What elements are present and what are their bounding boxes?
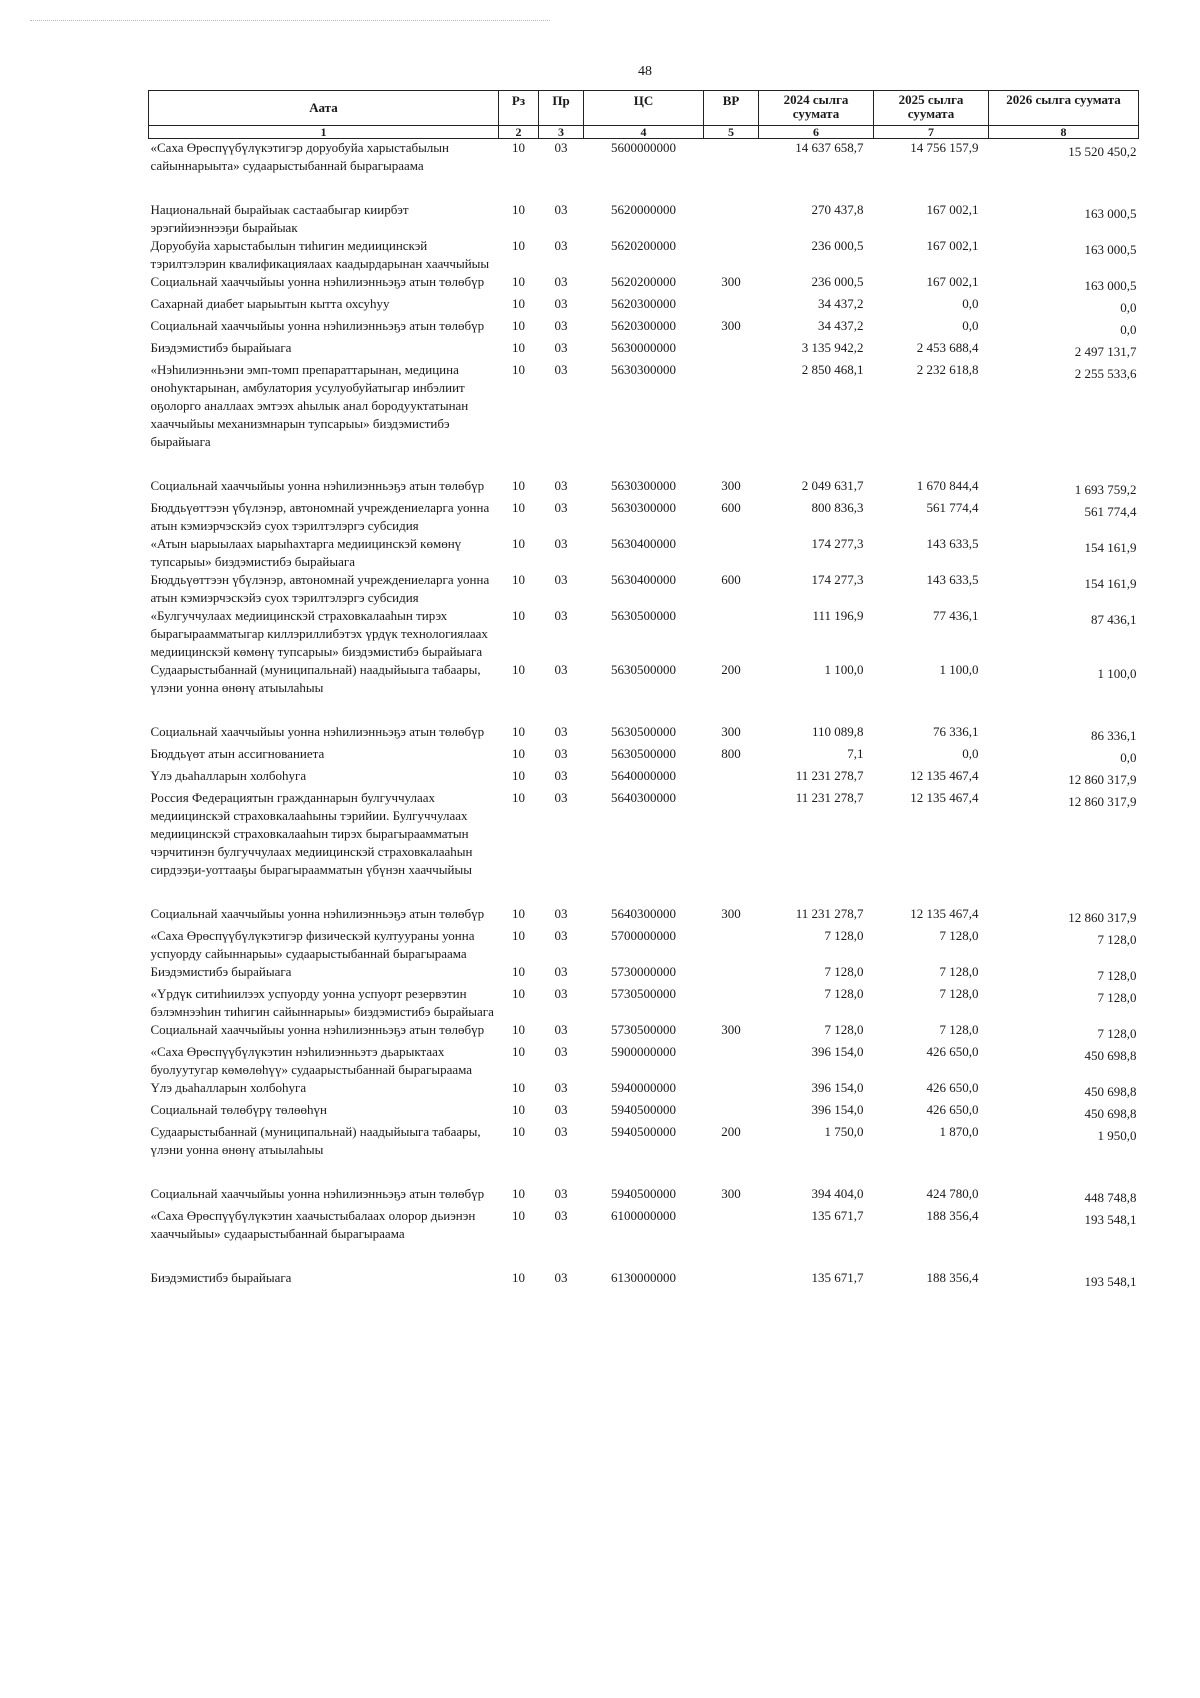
budget-table [148,90,1139,1291]
row-cs: 5620300000 [611,296,676,311]
column-number: 8 [989,126,1139,139]
row-cs: 5730500000 [611,1022,676,1037]
row-rz: 10 [512,662,525,677]
row-pr: 03 [554,746,568,761]
row-amount-2026: 2 497 131,7 [1074,344,1137,359]
row-amount-2025: 143 633,5 [926,536,979,551]
row-name: Доруобуйа харыстабылын тиһигин медиицинскэй тэрилтэлэрин квалификациялаах каадырдарынан хааччыйыы [150,238,490,271]
row-amount-2026: 1 950,0 [1097,1128,1137,1143]
row-amount-2026: 0,0 [1120,322,1137,337]
row-amount-2026: 12 860 317,9 [1068,772,1137,787]
table-row [149,661,1139,723]
row-vr [704,985,759,1021]
row-amount-2026: 0,0 [1120,300,1137,315]
row-pr: 03 [554,768,568,783]
row-amount-2026: 7 128,0 [1097,932,1137,947]
row-vr: 200 [721,662,741,677]
row-amount-2024: 174 277,3 [811,536,864,551]
row-vr: 300 [721,274,741,289]
row-cs: 5600000000 [611,140,676,155]
row-cs: 6100000000 [611,1208,676,1223]
row-amount-2024: 11 231 278,7 [795,790,864,805]
row-name: Биэдэмистибэ бырайыага [150,340,292,355]
row-rz: 10 [512,340,525,355]
row-amount-2024: 1 750,0 [824,1124,864,1139]
row-pr: 03 [554,340,568,355]
row-amount-2024: 111 196,9 [812,608,864,623]
row-pr: 03 [554,928,568,943]
row-amount-2024: 3 135 942,2 [801,340,864,355]
row-amount-2026: 193 548,1 [1084,1212,1137,1227]
column-number: 1 [149,126,499,139]
row-name: «Үрдүк ситиһиилээх успуорду уонна успуорт резервэтин бэлэмнээһин тиһигин сайыннарыы» биэдэмистибэ бырайыага [150,986,494,1019]
row-amount-2024: 2 850 468,1 [801,362,864,377]
row-vr: 800 [721,746,741,761]
row-pr: 03 [554,318,568,333]
row-amount-2025: 0,0 [962,746,979,761]
row-amount-2024: 34 437,2 [818,318,864,333]
row-pr: 03 [554,1102,568,1117]
row-vr [704,1207,759,1269]
row-rz: 10 [512,1022,525,1037]
row-amount-2026: 12 860 317,9 [1068,910,1137,925]
row-amount-2024: 7 128,0 [824,986,864,1001]
row-pr: 03 [554,238,568,253]
row-rz: 10 [512,1102,525,1117]
table-row [149,723,1139,745]
row-cs: 5940000000 [611,1080,676,1095]
row-amount-2024: 396 154,0 [811,1044,864,1059]
row-amount-2024: 2 049 631,7 [801,478,864,493]
row-amount-2025: 1 100,0 [939,662,979,677]
row-amount-2026: 450 698,8 [1084,1048,1137,1063]
row-vr [704,767,759,789]
table-row [149,1079,1139,1101]
row-amount-2025: 167 002,1 [926,202,979,217]
row-amount-2024: 11 231 278,7 [795,906,864,921]
row-vr: 300 [721,906,741,921]
row-rz: 10 [512,318,525,333]
row-amount-2026: 1 100,0 [1097,666,1137,681]
row-rz: 10 [512,296,525,311]
row-amount-2024: 135 671,7 [811,1270,864,1285]
row-cs: 5620200000 [611,274,676,289]
row-amount-2025: 0,0 [962,296,979,311]
row-cs: 5730000000 [611,964,676,979]
row-amount-2025: 143 633,5 [926,572,979,587]
row-pr: 03 [554,1022,568,1037]
row-vr: 300 [721,478,741,493]
table-row [149,361,1139,477]
row-rz: 10 [512,608,525,623]
row-amount-2025: 1 670 844,4 [916,478,979,493]
row-amount-2026: 15 520 450,2 [1068,144,1137,159]
row-amount-2025: 77 436,1 [933,608,979,623]
row-name: Судаарыстыбаннай (муниципальнай) наадыйыыга табаары, үлэни уонна өнөнү атыылаһыы [150,662,481,695]
row-amount-2025: 426 650,0 [926,1044,979,1059]
row-rz: 10 [512,274,525,289]
table-row [149,1043,1139,1079]
table-row [149,607,1139,661]
row-amount-2025: 167 002,1 [926,238,979,253]
row-amount-2025: 0,0 [962,318,979,333]
row-name: Социальнай хааччыйыы уонна нэһилиэнньэҕэ атын төлөбүр [150,1186,485,1201]
budget-sheet [148,90,1138,1291]
table-row [149,1185,1139,1207]
row-vr [704,237,759,273]
row-amount-2026: 448 748,8 [1084,1190,1137,1205]
row-amount-2025: 12 135 467,4 [910,790,979,805]
row-rz: 10 [512,1124,525,1139]
row-pr: 03 [554,362,568,377]
row-name: Бюддьүөттээн үбүлэнэр, автономнай учреждениеларга уонна атын кэмиэрчэскэйэ суох тэрилтэлэргэ субсидия [150,572,490,605]
row-amount-2024: 396 154,0 [811,1080,864,1095]
row-cs: 5630400000 [611,572,676,587]
row-vr [704,361,759,477]
row-amount-2025: 76 336,1 [933,724,979,739]
row-pr: 03 [554,1124,568,1139]
row-cs: 5630300000 [611,362,676,377]
row-name: Бюддьүөт атын ассигнованиета [150,746,325,761]
row-rz: 10 [512,572,525,587]
row-rz: 10 [512,964,525,979]
row-name: «Булгуччулаах медиицинскэй страховкалааһын тирэх бырагыраамматыгар киллэриллибэтэх үрдүк технологиялаах медиицинскэй көмөнү тупсарыы» биэдэмистибэ бырайыага [150,608,488,659]
row-cs: 5940500000 [611,1186,676,1201]
row-pr: 03 [554,608,568,623]
row-name: Судаарыстыбаннай (муниципальнай) наадыйыыга табаары, үлэни уонна өнөнү атыылаһыы [150,1124,481,1157]
row-pr: 03 [554,536,568,551]
row-pr: 03 [554,662,568,677]
row-rz: 10 [512,1080,525,1095]
column-number: 5 [704,126,759,139]
row-amount-2026: 7 128,0 [1097,968,1137,983]
row-name: Биэдэмистибэ бырайыага [150,1270,292,1285]
table-row [149,499,1139,535]
row-amount-2024: 11 231 278,7 [795,768,864,783]
row-amount-2024: 396 154,0 [811,1102,864,1117]
row-rz: 10 [512,746,525,761]
row-pr: 03 [554,906,568,921]
row-rz: 10 [512,928,525,943]
row-name: «Саха Өрөспүүбүлүкэтигэр физическэй култуураны уонна успуорду сайыннарыы» судаарыстыбаннай бырагыраама [150,928,475,961]
row-amount-2025: 2 232 618,8 [916,362,979,377]
row-amount-2024: 7 128,0 [824,928,864,943]
row-pr: 03 [554,1270,568,1285]
table-row [149,767,1139,789]
row-amount-2026: 193 548,1 [1084,1274,1137,1289]
row-vr [704,1043,759,1079]
row-amount-2026: 7 128,0 [1097,1026,1137,1041]
row-amount-2025: 12 135 467,4 [910,768,979,783]
row-cs: 5620200000 [611,238,676,253]
row-amount-2026: 163 000,5 [1084,278,1137,293]
row-cs: 5900000000 [611,1044,676,1059]
row-amount-2025: 7 128,0 [939,1022,979,1037]
table-row [149,1123,1139,1185]
row-cs: 6130000000 [611,1270,676,1285]
row-vr [704,535,759,571]
row-rz: 10 [512,1270,525,1285]
row-amount-2026: 12 860 317,9 [1068,794,1137,809]
row-name: «Саха Өрөспүүбүлүкэтин нэһилиэнньэтэ дьарыктаах буолуутугар көмөлөһүү» судаарыстыбаннай бырагыраама [150,1044,473,1077]
row-pr: 03 [554,790,568,805]
table-header-row [149,91,1139,126]
row-rz: 10 [512,500,525,515]
row-name: «Нэһилиэнньэни эмп-томп препараттарынан, медицина оноһуктарынан, амбулатория усулуобуйатыгар инбэлиит оҕолорго аналлаах эмтээх аһылык анал бородууктатынан хааччыйыы механизмнарын тупсарыы» биэдэмистибэ бырайыага [150,362,469,449]
row-vr [704,1101,759,1123]
row-rz: 10 [512,202,525,217]
row-pr: 03 [554,1044,568,1059]
row-cs: 5940500000 [611,1124,676,1139]
row-cs: 5630300000 [611,500,676,515]
row-pr: 03 [554,986,568,1001]
row-amount-2024: 800 836,3 [811,500,864,515]
row-amount-2024: 1 100,0 [824,662,864,677]
row-vr: 200 [721,1124,741,1139]
row-cs: 5620000000 [611,202,676,217]
row-vr [704,339,759,361]
row-rz: 10 [512,536,525,551]
header-pr: Пр [539,91,584,126]
table-body [149,139,1139,1292]
row-vr: 600 [721,572,741,587]
row-amount-2024: 270 437,8 [811,202,864,217]
row-amount-2024: 236 000,5 [811,238,864,253]
table-row [149,789,1139,905]
row-name: Социальнай төлөбүрү төлөөһүн [150,1102,327,1117]
table-row [149,905,1139,927]
row-vr [704,1269,759,1291]
row-pr: 03 [554,964,568,979]
row-amount-2026: 1 693 759,2 [1074,482,1137,497]
column-number: 7 [874,126,989,139]
table-row [149,477,1139,499]
row-pr: 03 [554,478,568,493]
table-row [149,273,1139,295]
row-rz: 10 [512,478,525,493]
row-amount-2026: 154 161,9 [1084,576,1137,591]
row-amount-2026: 2 255 533,6 [1074,366,1137,381]
column-number: 3 [539,126,584,139]
row-name: «Саха Өрөспүүбүлүкэтигэр доруобуйа харыстабылын сайыннарыыта» судаарыстыбаннай бырагыраама [150,140,449,173]
row-amount-2026: 87 436,1 [1091,612,1137,627]
header-2026: 2026 сылга суумата [989,91,1139,126]
row-pr: 03 [554,1208,568,1223]
row-amount-2025: 7 128,0 [939,964,979,979]
row-name: Үлэ дьаһалларын холбоһуга [150,768,307,783]
row-cs: 5630000000 [611,340,676,355]
row-amount-2024: 7 128,0 [824,964,864,979]
row-rz: 10 [512,986,525,1001]
row-vr: 600 [721,500,741,515]
row-cs: 5630400000 [611,536,676,551]
table-row [149,985,1139,1021]
row-amount-2025: 14 756 157,9 [910,140,979,155]
row-pr: 03 [554,500,568,515]
row-vr [704,295,759,317]
row-amount-2025: 426 650,0 [926,1102,979,1117]
row-amount-2025: 188 356,4 [926,1270,979,1285]
column-number: 2 [499,126,539,139]
row-amount-2024: 7,1 [847,746,864,761]
row-amount-2025: 561 774,4 [926,500,979,515]
row-name: Үлэ дьаһалларын холбоһуга [150,1080,307,1095]
column-number: 6 [759,126,874,139]
table-row [149,963,1139,985]
row-name: Бюддьүөттээн үбүлэнэр, автономнай учреждениеларга уонна атын кэмиэрчэскэйэ суох тэрилтэлэргэ субсидия [150,500,490,533]
row-vr [704,1079,759,1101]
row-vr [704,607,759,661]
row-rz: 10 [512,790,525,805]
table-row [149,745,1139,767]
row-cs: 5630500000 [611,724,676,739]
row-cs: 5630300000 [611,478,676,493]
row-vr [704,139,759,202]
row-cs: 5620300000 [611,318,676,333]
table-row [149,237,1139,273]
table-row [149,201,1139,237]
row-vr [704,927,759,963]
row-amount-2026: 154 161,9 [1084,540,1137,555]
row-amount-2024: 14 637 658,7 [795,140,864,155]
table-row [149,295,1139,317]
row-amount-2024: 135 671,7 [811,1208,864,1223]
row-amount-2024: 110 089,8 [811,724,864,739]
row-amount-2026: 0,0 [1120,750,1137,765]
row-cs: 5640000000 [611,768,676,783]
scan-artifact-line [30,20,550,22]
row-name: «Атын ыарыылаах ыарыһахтарга медиицинскэй көмөнү тупсарыы» биэдэмистибэ бырайыага [150,536,462,569]
row-name: «Саха Өрөспүүбүлүкэтин хаачыстыбалаах олорор дьиэнэн хааччыйыы» судаарыстыбаннай бырагыраама [150,1208,476,1241]
row-rz: 10 [512,140,525,155]
column-number-row [149,126,1139,139]
row-cs: 5700000000 [611,928,676,943]
row-pr: 03 [554,1186,568,1201]
row-name: Россия Федерациятын гражданнарын булгуччулаах медиицинскэй страховкалааһыны тэрийии. Булгуччулаах медиицинскэй страховкалааһын тирэх бырагыраамматын чэрчитинэн булгуччулаах медиицинскэй страховкалааһын сирдээҕи-уоттааҕы бырагыраамматын үбүнэн хааччыйыы [150,790,473,877]
row-name: Сахарнай диабет ыарыытын кытта охсуһуу [150,296,390,311]
row-cs: 5730500000 [611,986,676,1001]
row-amount-2026: 561 774,4 [1084,504,1137,519]
row-amount-2024: 236 000,5 [811,274,864,289]
row-cs: 5630500000 [611,746,676,761]
row-amount-2024: 394 404,0 [811,1186,864,1201]
row-amount-2024: 174 277,3 [811,572,864,587]
row-name: Социальнай хааччыйыы уонна нэһилиэнньэҕэ атын төлөбүр [150,1022,485,1037]
table-row [149,1101,1139,1123]
header-vr: ВР [704,91,759,126]
row-pr: 03 [554,724,568,739]
page-number: 48 [638,64,652,79]
row-vr: 300 [721,1186,741,1201]
row-amount-2025: 167 002,1 [926,274,979,289]
row-amount-2026: 450 698,8 [1084,1106,1137,1121]
row-rz: 10 [512,238,525,253]
row-name: Социальнай хааччыйыы уонна нэһилиэнньэҕэ атын төлөбүр [150,906,485,921]
row-rz: 10 [512,1186,525,1201]
row-amount-2025: 1 870,0 [939,1124,979,1139]
row-amount-2025: 7 128,0 [939,928,979,943]
row-cs: 5630500000 [611,608,676,623]
row-pr: 03 [554,296,568,311]
table-row [149,139,1139,202]
row-name: Социальнай хааччыйыы уонна нэһилиэнньэҕэ атын төлөбүр [150,318,485,333]
row-amount-2025: 426 650,0 [926,1080,979,1095]
row-cs: 5940500000 [611,1102,676,1117]
row-amount-2024: 34 437,2 [818,296,864,311]
header-2025: 2025 сылга суумата [874,91,989,126]
row-name: Социальнай хааччыйыы уонна нэһилиэнньэҕэ атын төлөбүр [150,478,485,493]
row-cs: 5640300000 [611,906,676,921]
row-name: Национальнай бырайыак састаабыгар киирбэт эрэгийиэннээҕи бырайыак [150,202,409,235]
row-pr: 03 [554,572,568,587]
row-amount-2024: 7 128,0 [824,1022,864,1037]
table-row [149,927,1139,963]
row-amount-2025: 188 356,4 [926,1208,979,1223]
row-rz: 10 [512,906,525,921]
row-amount-2025: 12 135 467,4 [910,906,979,921]
row-amount-2026: 86 336,1 [1091,728,1137,743]
row-pr: 03 [554,140,568,155]
row-vr [704,201,759,237]
row-rz: 10 [512,1208,525,1223]
row-pr: 03 [554,202,568,217]
row-amount-2025: 424 780,0 [926,1186,979,1201]
header-cs: ЦС [584,91,704,126]
table-row [149,339,1139,361]
table-row [149,571,1139,607]
row-amount-2026: 7 128,0 [1097,990,1137,1005]
table-row [149,317,1139,339]
row-amount-2025: 7 128,0 [939,986,979,1001]
row-name: Социальнай хааччыйыы уонна нэһилиэнньэҕэ атын төлөбүр [150,274,485,289]
row-vr [704,789,759,905]
row-rz: 10 [512,1044,525,1059]
table-row [149,1021,1139,1043]
row-amount-2026: 163 000,5 [1084,206,1137,221]
header-2024: 2024 сылга суумата [759,91,874,126]
header-rz: Рз [499,91,539,126]
table-row [149,1207,1139,1269]
row-rz: 10 [512,724,525,739]
row-vr: 300 [721,318,741,333]
row-amount-2025: 2 453 688,4 [916,340,979,355]
table-row [149,1269,1139,1291]
table-row [149,535,1139,571]
header-name: Аата [149,91,499,126]
column-number: 4 [584,126,704,139]
row-pr: 03 [554,1080,568,1095]
row-vr [704,963,759,985]
row-cs: 5630500000 [611,662,676,677]
row-rz: 10 [512,768,525,783]
row-vr: 300 [721,1022,741,1037]
row-vr: 300 [721,724,741,739]
row-name: Биэдэмистибэ бырайыага [150,964,292,979]
row-name: Социальнай хааччыйыы уонна нэһилиэнньэҕэ атын төлөбүр [150,724,485,739]
row-amount-2026: 450 698,8 [1084,1084,1137,1099]
row-rz: 10 [512,362,525,377]
row-cs: 5640300000 [611,790,676,805]
row-amount-2026: 163 000,5 [1084,242,1137,257]
row-pr: 03 [554,274,568,289]
